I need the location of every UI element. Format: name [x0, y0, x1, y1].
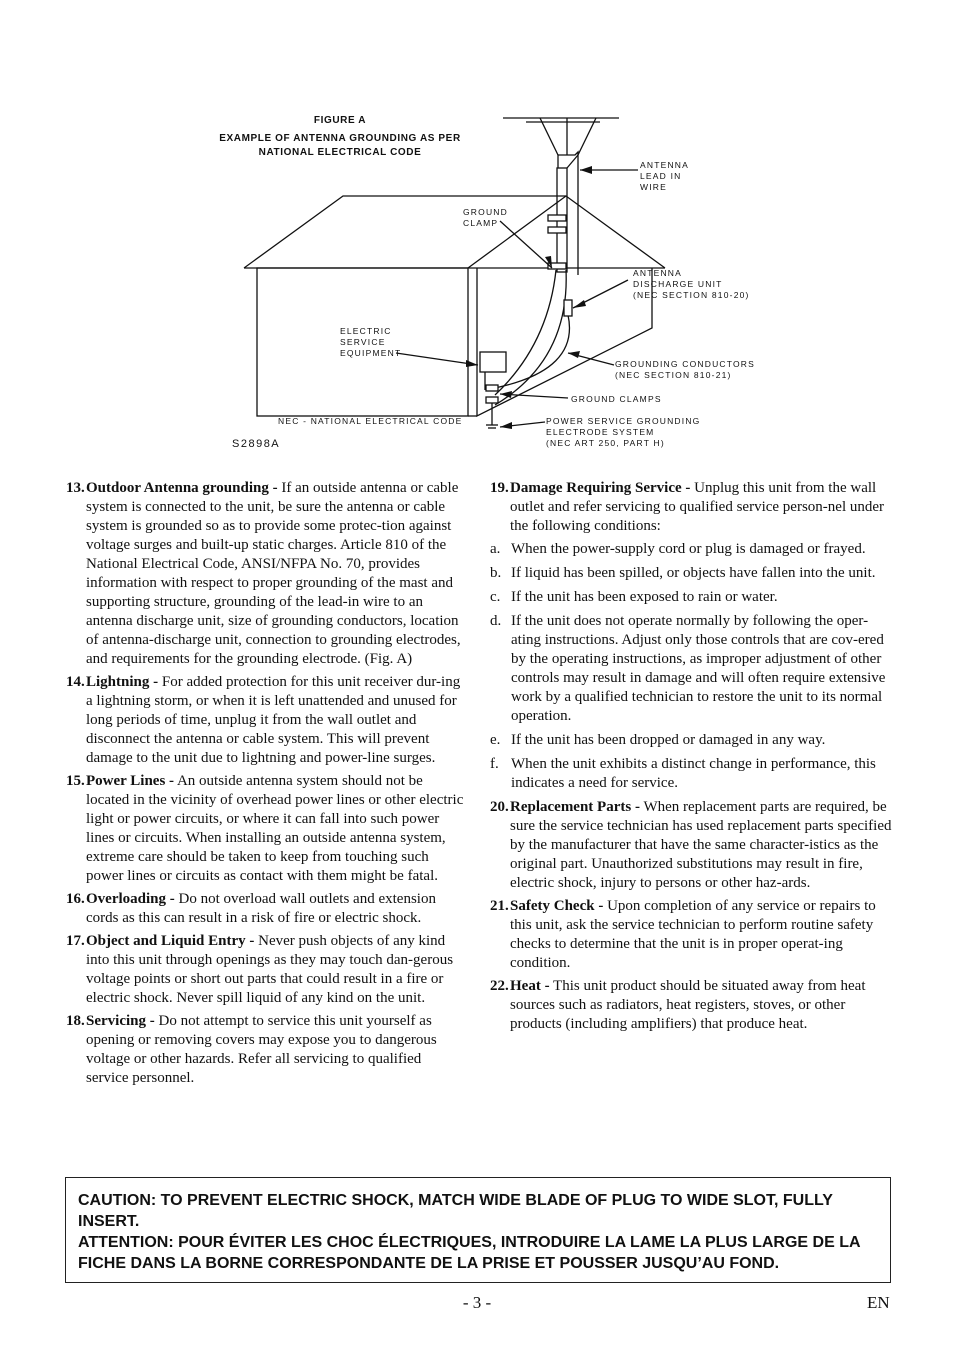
item-number: 17.: [66, 933, 85, 949]
item-heading: Object and Liquid Entry -: [86, 933, 255, 949]
safety-item: [66, 932, 466, 1008]
figure-subtitle-2: NATIONAL ELECTRICAL CODE: [258, 147, 422, 158]
safety-item: [66, 479, 466, 669]
label-power-service: POWER SERVICE GROUNDING ELECTRODE SYSTEM (NEC ART 250, PART H): [546, 416, 701, 448]
safety-item: [490, 977, 892, 1034]
condition-item: [490, 755, 892, 793]
figure-title: FIGURE A: [313, 115, 367, 126]
label-ground-clamp: GROUND CLAMP: [463, 207, 508, 228]
item-text: Do not overload wall outlets and extension cords as this can result in a risk of fire or electric shock.: [86, 891, 436, 926]
item-text: Unplug this unit from the wall outlet and refer servicing to qualified service person-nel under the following conditions:: [510, 480, 885, 534]
condition-letter: b.: [490, 565, 502, 581]
item-text: For added protection for this unit receiver dur-ing a lightning storm, or when it is left unattended and unused for long periods of time, unplug it from the wall outlet and disconnect the antenna or cable system. This will prevent damage to the unit due to lightning and power-line surges.: [86, 674, 461, 766]
condition-item: [490, 540, 892, 559]
label-antenna-lead: ANTENNA LEAD IN WIRE: [640, 160, 690, 192]
item-number: 22.: [490, 978, 509, 994]
condition-text: If liquid has been spilled, or objects have fallen into the unit.: [511, 565, 876, 581]
item-heading: Safety Check -: [510, 898, 604, 914]
item-heading: Power Lines -: [86, 773, 175, 789]
item-text: An outside antenna system should not be located in the vicinity of overhead power lines or other electric light or power circuits, or where it can fall into such power lines or circuits. When installing an outside antenna system, extreme care should be taken to keep from touching such power lines or circuits as contact with them might be fatal.: [86, 773, 464, 884]
condition-letter: e.: [490, 732, 501, 748]
label-discharge-unit: ANTENNA DISCHARGE UNIT (NEC SECTION 810-20): [633, 268, 750, 300]
item-number: 16.: [66, 891, 85, 907]
item-number: 15.: [66, 773, 85, 789]
caution-french: ATTENTION: POUR ÉVITER LES CHOC ÉLECTRIQUES, INTRODUIRE LA LAME LA PLUS LARGE DE LA FICHE DANS LA BORNE CORRESPONDANTE DE LA PRISE ET POUSSER JUSQU’AU FOND.: [78, 1234, 860, 1272]
item-text: This unit product should be situated away from heat sources such as radiators, heat registers, stoves, or other products (including amplifiers) that produce heat.: [510, 978, 866, 1032]
caution-box: [65, 1177, 891, 1283]
label-grounding-conductors: GROUNDING CONDUCTORS (NEC SECTION 810-21): [615, 359, 756, 380]
condition-text: If the unit has been exposed to rain or water.: [511, 589, 778, 605]
condition-text: When the unit exhibits a distinct change in performance, this indicates a need for service.: [511, 756, 876, 791]
safety-item: [66, 1012, 466, 1088]
item-number: 14.: [66, 674, 85, 690]
safety-item: [66, 673, 466, 768]
item-number: 13.: [66, 480, 85, 496]
caution-english: CAUTION: TO PREVENT ELECTRIC SHOCK, MATCH WIDE BLADE OF PLUG TO WIDE SLOT, FULLY INSERT.: [78, 1192, 833, 1230]
condition-text: If the unit does not operate normally by following the oper-ating instructions. Adjust only those controls that are cov-ered by the operating instructions, as improper adjustment of other controls may result in damage and will often require extensive work by a qualified technician to restore the unit to its normal operation.: [511, 613, 886, 724]
condition-text: When the power-supply cord or plug is damaged or frayed.: [511, 541, 866, 557]
safety-item: [490, 798, 892, 893]
condition-item: [490, 588, 892, 607]
condition-letter: a.: [490, 541, 501, 557]
safety-item: [66, 772, 466, 886]
condition-letter: d.: [490, 613, 502, 629]
page-number: - 3 -: [462, 1293, 492, 1312]
item-heading: Overloading -: [86, 891, 175, 907]
condition-item: [490, 731, 892, 750]
condition-letter: c.: [490, 589, 501, 605]
item-heading: Replacement Parts -: [510, 799, 640, 815]
condition-item: [490, 612, 892, 726]
safety-item: [490, 897, 892, 973]
item-heading: Lightning -: [86, 674, 159, 690]
item-heading: Damage Requiring Service -: [510, 480, 691, 496]
language-code: EN: [867, 1293, 890, 1312]
item-number: 19.: [490, 480, 509, 496]
item-text: Do not attempt to service this unit yourself as opening or removing covers may expose you to dangerous voltage or other hazards. Refer all servicing to qualified service personnel.: [86, 1013, 437, 1086]
item-text: Never push objects of any kind into this unit through openings as they may touch dan-gerous voltage points or short out parts that could result in a fire or electric shock. Never spill liquid of any kind on the unit.: [86, 933, 454, 1006]
figure-code: S2898A: [232, 438, 281, 450]
right-column: [490, 479, 892, 1038]
label-ground-clamps: GROUND CLAMPS: [571, 394, 662, 404]
safety-item: [490, 479, 892, 536]
label-nec: NEC - NATIONAL ELECTRICAL CODE: [278, 416, 463, 426]
item-number: 21.: [490, 898, 509, 914]
item-heading: Outdoor Antenna grounding -: [86, 480, 278, 496]
house-antenna-diagram: [0, 0, 954, 470]
item-text: When replacement parts are required, be sure the service technician has used replacement parts specified by the manufacturer that have the same character-istics as the original part. Unauthorized substitutions may result in fire, electric shock, injury to persons or other haz-ards.: [510, 799, 892, 891]
left-column: [66, 479, 466, 1092]
figure-subtitle-1: EXAMPLE OF ANTENNA GROUNDING AS PER: [219, 133, 461, 144]
condition-item: [490, 564, 892, 583]
item-text: Upon completion of any service or repairs to this unit, ask the service technician to perform routine safety checks to determine that the unit is in proper operat-ing condition.: [510, 898, 876, 971]
item-number: 20.: [490, 799, 509, 815]
condition-letter: f.: [490, 756, 499, 772]
item-heading: Heat -: [510, 978, 550, 994]
safety-item: [66, 890, 466, 928]
item-heading: Servicing -: [86, 1013, 155, 1029]
item-text: If an outside antenna or cable system is connected to the unit, be sure the antenna or cable system is grounded so as to provide some protec-tion against voltage surges and built-up static charges. Article 810 of the National Electrical Code, ANSI/NFPA No. 70, provides information with respect to proper grounding of the mast and supporting structure, grounding of the lead-in wire to an antenna discharge unit, size of grounding conductors, location of antenna-discharge unit, connection to grounding electrodes, and requirements for the grounding electrode. (Fig. A): [86, 480, 461, 667]
antenna-grounding-figure: [0, 0, 954, 470]
condition-text: If the unit has been dropped or damaged in any way.: [511, 732, 826, 748]
label-electric-service: ELECTRIC SERVICE EQUIPMENT: [340, 326, 402, 358]
item-number: 18.: [66, 1013, 85, 1029]
